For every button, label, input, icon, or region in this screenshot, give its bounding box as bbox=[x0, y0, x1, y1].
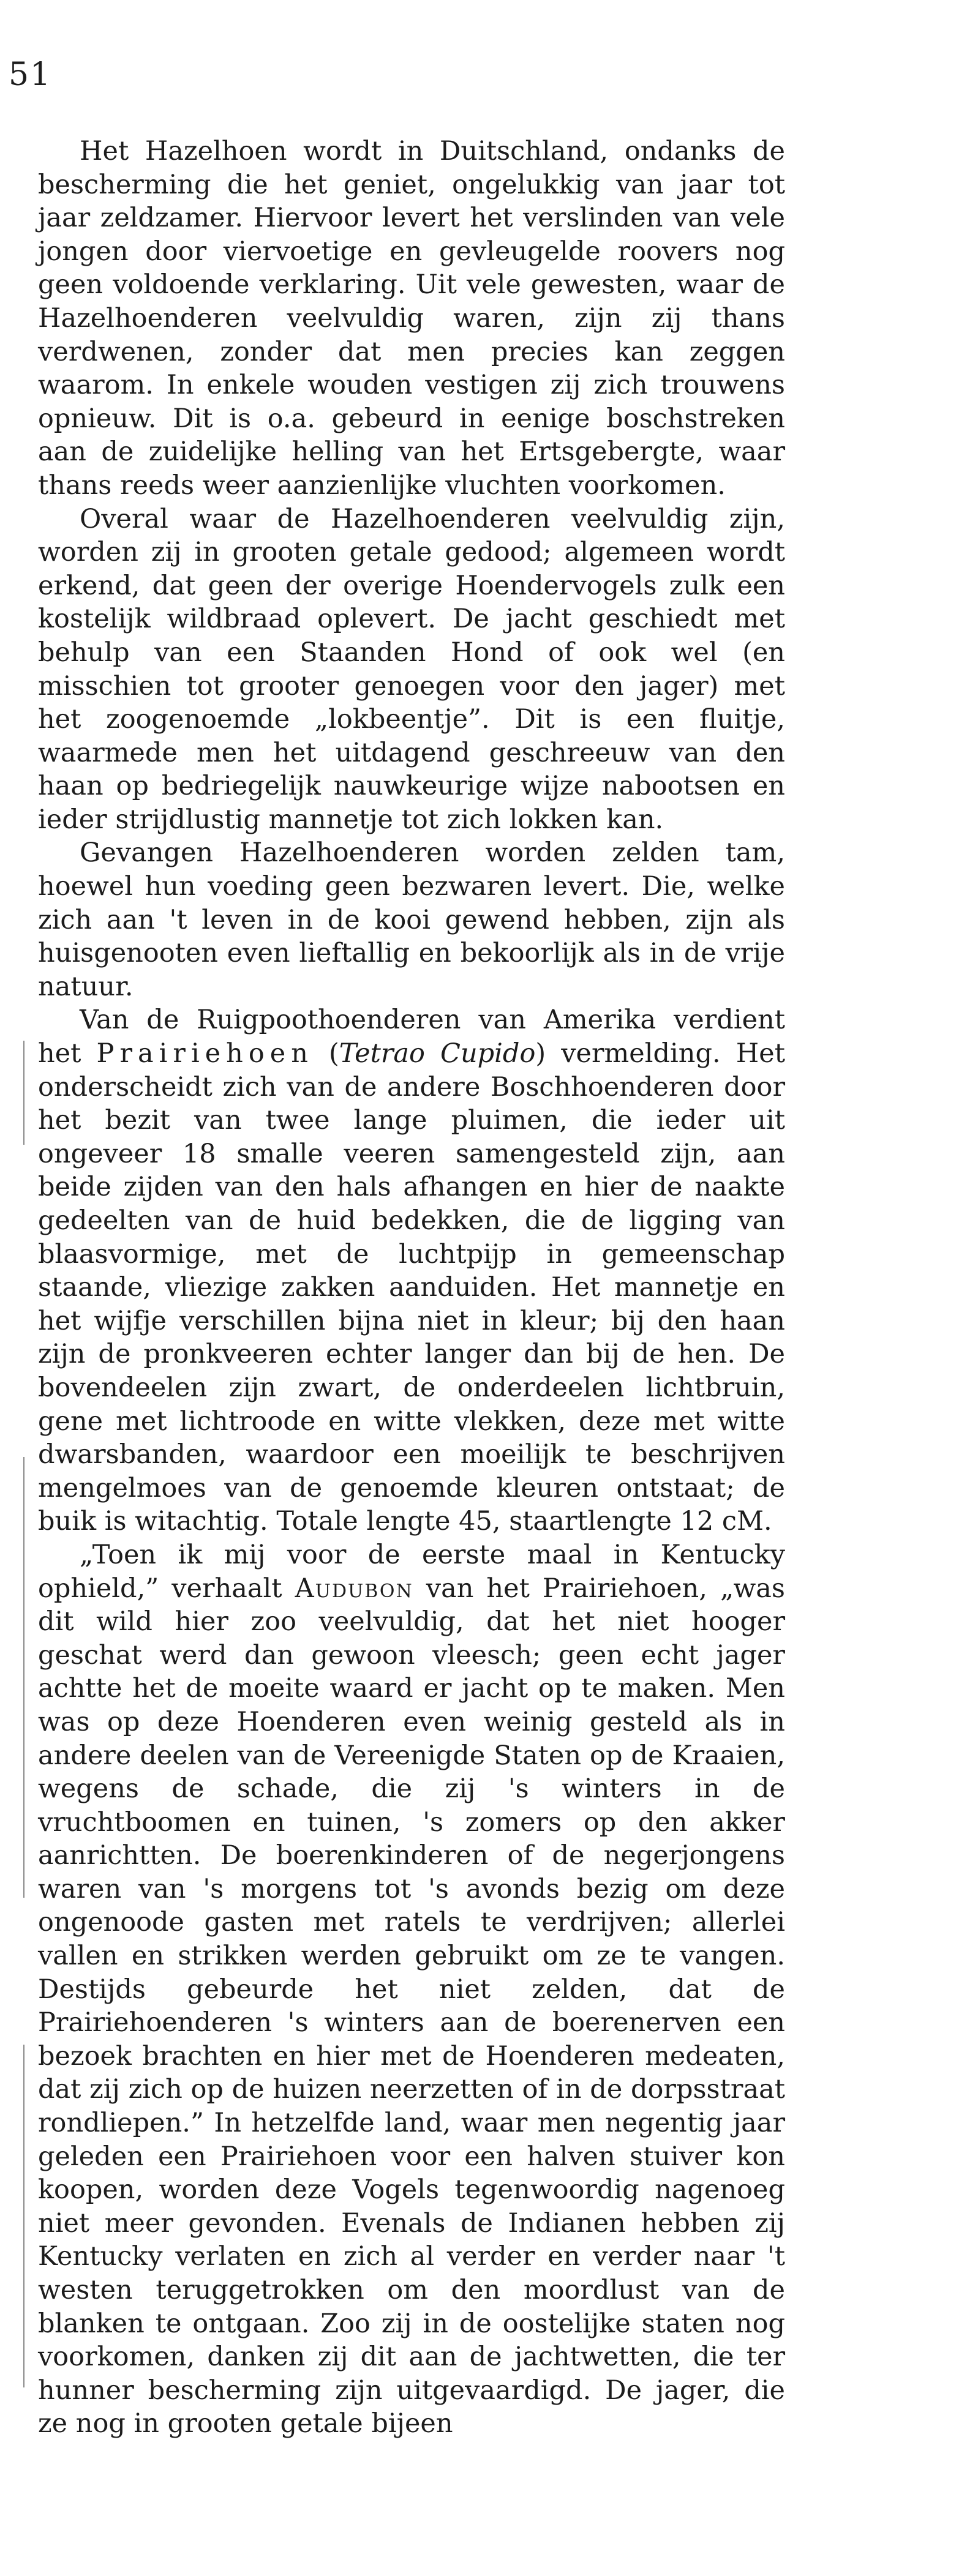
paragraph-5-start: „Toen ik mij voor de eerste maal in Kentucky ophield,” verhaalt bbox=[38, 1539, 785, 1604]
scientific-name: Tetrao Cupido bbox=[339, 1038, 536, 1069]
paragraph-4-rest: vermelding. Het onderscheidt zich van de andere Boschhoenderen door het bezit van twee lange pluimen, die ieder uit ongeveer 18 smalle veeren samengesteld zijn, aan beide zijden van den hals afhangen en hier de naakte gedeelten van de huid bedekken, die de ligging van blaasvormige, met de luchtpijp in gemeenschap staande, vliezige zakken aanduiden. Het mannetje en het wijfje verschillen bijna niet in kleur; bij den haan zijn de pronkveeren echter langer dan bij de hen. De bovendeelen zijn zwart, de onderdeelen lichtbruin, gene met lichtroode en witte vlekken, deze met witte dwarsbanden, waardoor een moeilijk te beschrijven mengelmoes van de genoemde kleuren ontstaat; de buik is witachtig. Totale lengte 45, staartlengte 12 cM. bbox=[38, 1038, 785, 1537]
margin-line bbox=[23, 1457, 24, 1898]
species-name: Prairiehoen bbox=[96, 1038, 314, 1069]
paragraph-2: Overal waar de Hazelhoenderen veelvuldig zijn, worden zij in grooten getale gedood; algemeen wordt erkend, dat geen der overige Hoendervogels zulk een kostelijk wildbraad oplevert. De jacht geschiedt met behulp van een Staanden Hond of ook wel (en misschien tot grooter genoegen voor den jager) met het zoogenoemde „lokbeentje”. Dit is een fluitje, waarmede men het uitdagend geschreeuw van den haan op bedriegelijk nauwkeurige wijze nabootsen en ieder strijdlustig mannetje tot zich lokken kan. bbox=[38, 503, 785, 835]
margin-line bbox=[23, 1041, 24, 1145]
paragraph-3: Gevangen Hazelhoenderen worden zelden tam, hoewel hun voeding geen bezwaren levert. Die, welke zich aan 't leven in de kooi gewend hebben, zijn als huisgenooten even lieftallig en bekoorlijk als in de vrije natuur. bbox=[38, 837, 785, 1002]
author-name: Audubon bbox=[295, 1573, 413, 1604]
paragraph-5-rest: van het Prairiehoen, „was dit wild hier zoo veelvuldig, dat het niet hooger geschat werd dan gewoon vleesch; geen echt jager achtte het de moeite waard er jacht op te maken. Men was op deze Hoenderen even weinig gesteld als in andere deelen van de Vereenigde Staten op de Kraaien, wegens de schade, die zij 's winters in de vruchtboomen en tuinen, 's zomers op den akker aanrichtten. De boerenkinderen of de negerjongens waren van 's morgens tot 's avonds bezig om deze ongenoode gasten met ratels te verdrijven; allerlei vallen en strikken werden gebruikt om ze te vangen. Destijds gebeurde het niet zelden, dat de Prairiehoenderen 's winters aan de boerenerven een bezoek brachten en hier met de Hoenderen medeaten, dat zij zich op de huizen neerzetten of in de dorpsstraat rondliepen.” In hetzelfde land, waar men negentig jaar geleden een Prairiehoen voor een halven stuiver kon koopen, worden deze Vogels tegenwoordig nagenoeg niet meer gevonden. Evenals de Indianen hebben zij Kentucky verlaten en zich al verder en verder naar 't westen teruggetrokken om den moordlust van de blanken te ontgaan. Zoo zij in de oostelijke staten nog voorkomen, danken zij dit aan de jachtwetten, die ter hunner bescherming zijn uitgevaardigd. De jager, die ze nog in grooten getale bijeen bbox=[38, 1573, 785, 2439]
margin-line bbox=[23, 2045, 24, 2387]
paragraph-4-start: Van de Ruigpoothoenderen van Amerika verdient het bbox=[38, 1005, 785, 1069]
paragraph-1: Het Hazelhoen wordt in Duitschland, ondanks de bescherming die het geniet, ongelukkig van jaar tot jaar zeldzamer. Hiervoor levert het verslinden van vele jongen door viervoetige en gevleugelde roovers nog geen voldoende verklaring. Uit vele gewesten, waar de Hazelhoenderen veelvuldig waren, zijn zij thans verdwenen, zonder dat men precies kan zeggen waarom. In enkele wouden vestigen zij zich trouwens opnieuw. Dit is o.a. gebeurd in eenige boschstreken aan de zuidelijke helling van het Ertsgebergte, waar thans reeds weer aanzienlijke vluchten voorkomen. bbox=[38, 136, 785, 501]
paragraph-4: Van de Ruigpoothoenderen van Amerika verdient het Prairiehoen (Tetrao Cupido) vermelding. Het onderscheidt zich van de andere Boschhoenderen door het bezit van twee lange pluimen, die ieder uit ongeveer 18 smalle veeren samengesteld zijn, aan beide zijden van den hals afhangen en hier de naakte gedeelten van de huid bedekken, die de ligging van blaasvormige, met de luchtpijp in gemeenschap staande, vliezige zakken aanduiden. Het mannetje en het wijfje verschillen bijna niet in kleur; bij den haan zijn de pronkveeren echter langer dan bij de hen. De bovendeelen zijn zwart, de onderdeelen lichtbruin, gene met lichtroode en witte vlekken, deze met witte dwarsbanden, waardoor een moeilijk te beschrijven mengelmoes van de genoemde kleuren ontstaat; de buik is witachtig. Totale lengte 45, staartlengte 12 cM. bbox=[38, 1005, 785, 1537]
page-number: 51 bbox=[9, 56, 52, 93]
text-column bbox=[38, 135, 785, 2441]
paragraph-5 bbox=[38, 1538, 785, 2441]
